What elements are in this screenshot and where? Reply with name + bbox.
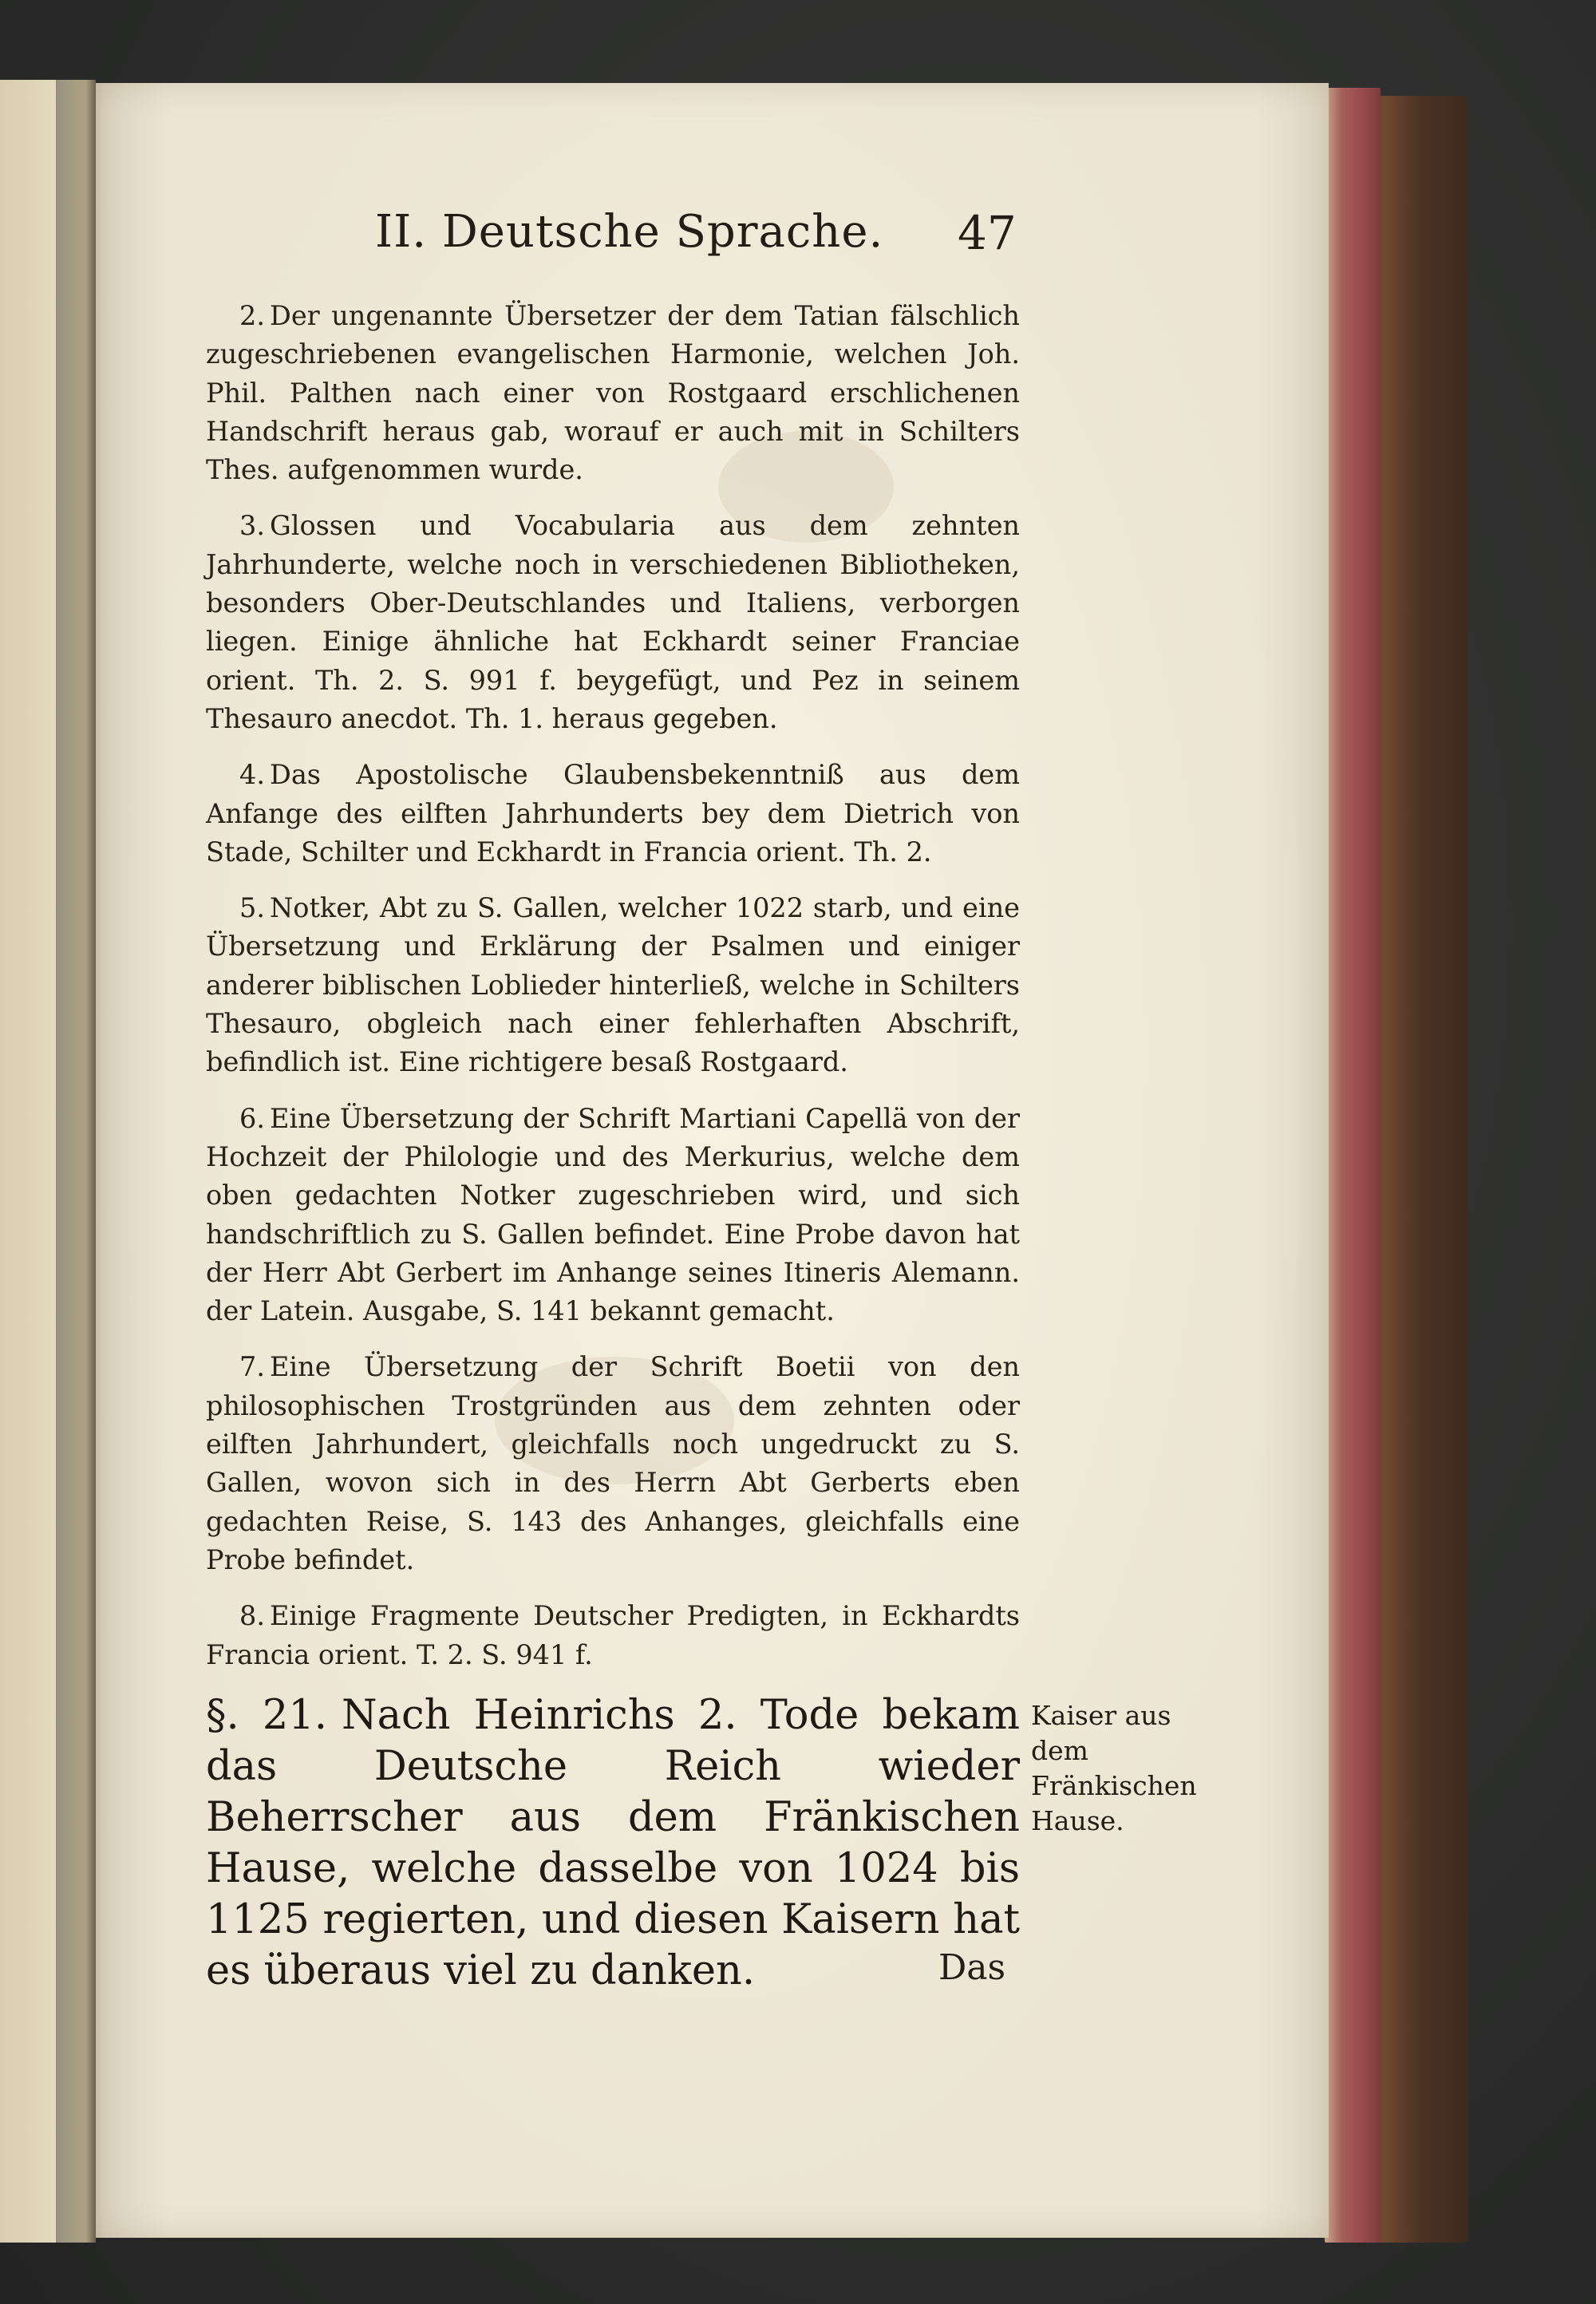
list-item — [206, 756, 1020, 871]
section-paragraph — [206, 1690, 1020, 1997]
red-page-edge — [1325, 88, 1381, 2243]
item-number: 8. — [239, 1600, 265, 1632]
running-head — [375, 206, 1017, 270]
section-text: Nach Heinrichs 2. Tode bekam das Deutsche Reich wieder Beherrscher aus dem Fränkischen Hause, welche dasselbe von 1024 bis 1125 regierten, und diesen Kaisern hat es überaus viel zu danken. — [206, 1692, 1020, 1994]
item-number: 6. — [239, 1102, 265, 1134]
list-item — [206, 889, 1020, 1081]
item-text: Das Apostolische Glaubensbekenntniß aus dem Anfange des eilften Jahrhunderts bey dem Dietrich von Stade, Schilter und Eckhardt in Francia orient. Th. 2. — [206, 759, 1020, 867]
list-item — [206, 1348, 1020, 1579]
list-item — [206, 1597, 1020, 1674]
numbered-source-list — [206, 297, 1020, 1692]
item-number: 3. — [239, 510, 265, 542]
item-text: Der ungenannte Übersetzer der dem Tatian fälschlich zugeschriebenen evangelischen Harmonie, welchen Joh. Phil. Palthen nach einer von Rostgaard erschlichenen Handschrift heraus gab, worauf er auch mit in Schilters Thes. aufgenommen wurde. — [206, 300, 1020, 486]
page-gutter-shadow — [56, 80, 104, 2243]
catchword: Das — [938, 1947, 1006, 1988]
item-text: Einige Fragmente Deutscher Predigten, in Eckhardts Francia orient. T. 2. S. 941 f. — [206, 1600, 1020, 1670]
item-number: 2. — [239, 300, 265, 331]
page-number: 47 — [958, 206, 1017, 260]
list-item — [206, 507, 1020, 738]
section-number: §. 21. — [206, 1692, 327, 1739]
list-item — [206, 297, 1020, 489]
item-text: Eine Übersetzung der Schrift Boetii von den philosophischen Trostgründen aus dem zehnten oder eilften Jahrhundert, gleichfalls noch ungedruckt zu S. Gallen, wovon sich in des Herrn Abt Gerberts eben gedachten Reise, S. 143 des Anhanges, gleichfalls eine Probe befindet. — [206, 1351, 1020, 1575]
running-head-title: II. Deutsche Sprache. — [375, 206, 884, 258]
item-text: Notker, Abt zu S. Gallen, welcher 1022 starb, und eine Übersetzung und Erklärung der Psalmen und einiger anderer biblischen Loblieder hinterließ, welche in Schilters Thesauro, obgleich nach einer fehlerhaften Abschrift, befindlich ist. Eine richtigere besaß Rostgaard. — [206, 892, 1020, 1078]
item-text: Eine Übersetzung der Schrift Martiani Capellä von der Hochzeit der Philologie und des Merkurius, welche dem oben gedachten Notker zugeschrieben wird, und sich handschriftlich zu S. Gallen befindet. Eine Probe davon hat der Herr Abt Gerbert im Anhange seines Itineris Alemann. der Latein. Ausgabe, S. 141 bekannt gemacht. — [206, 1102, 1020, 1327]
item-text: Glossen und Vocabularia aus dem zehnten Jahrhunderte, welche noch in verschiedenen Bibliotheken, besonders Ober-Deutschlandes und Italiens, verborgen liegen. Einige ähnliche hat Eckhardt seiner Franciae orient. Th. 2. S. 991 f. beygefügt, und Pez in seinem Thesauro anecdot. Th. 1. heraus gegeben. — [206, 510, 1020, 734]
margin-note: Kaiser aus dem Fränkischen Hause. — [1031, 1700, 1197, 1836]
item-number: 5. — [239, 892, 265, 924]
item-number: 4. — [239, 759, 265, 791]
item-number: 7. — [239, 1351, 265, 1383]
list-item — [206, 1100, 1020, 1331]
